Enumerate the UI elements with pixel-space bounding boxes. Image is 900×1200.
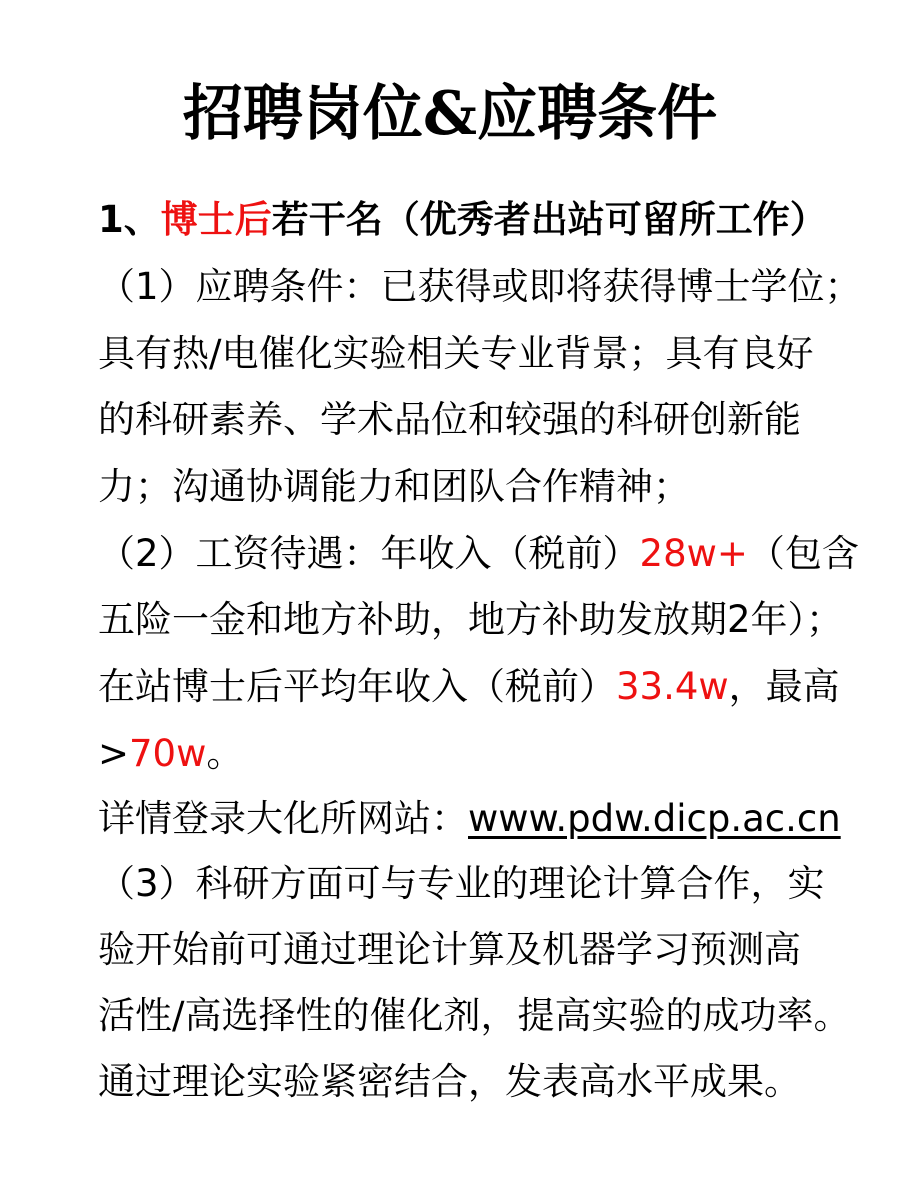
- section-heading-postdoc: [98, 198, 827, 242]
- section-index: 1、: [98, 198, 161, 241]
- website-link[interactable]: www.pdw.dicp.ac.cn: [468, 797, 841, 840]
- item2-line-average: [98, 665, 840, 709]
- item2-line-max: [98, 732, 243, 776]
- salary-note: （包含: [747, 532, 859, 575]
- position-name: 博士后: [160, 198, 272, 241]
- salary-label: （2）工资待遇：年收入（税前）: [98, 532, 640, 575]
- item3-line: （3）科研方面可与专业的理论计算合作，实: [98, 862, 825, 905]
- item2-line-salary: [98, 532, 859, 576]
- item2-line: 五险一金和地方补助，地方补助发放期2年）；: [98, 598, 844, 641]
- average-value: 33.4w: [616, 665, 729, 708]
- item1-line: （1）应聘条件：已获得或即将获得博士学位；: [98, 265, 862, 308]
- page-title: 招聘岗位&应聘条件: [182, 79, 718, 149]
- period: 。: [206, 732, 244, 775]
- salary-value: 28w+: [639, 532, 748, 575]
- details-line: [98, 797, 841, 841]
- position-count: 若干名（优秀者出站可留所工作）: [271, 198, 827, 241]
- average-label: 在站博士后平均年收入（税前）: [98, 665, 616, 708]
- details-label: 详情登录大化所网站：: [98, 797, 468, 840]
- item3-line: 验开始前可通过理论计算及机器学习预测高: [98, 928, 801, 971]
- item1-line: 具有热/电催化实验相关专业背景；具有良好: [98, 332, 814, 375]
- max-label: ，最高: [728, 665, 840, 708]
- item3-line: 活性/高选择性的催化剂，提高实验的成功率。: [98, 994, 851, 1037]
- item1-line: 力；沟通协调能力和团队合作精神；: [98, 465, 690, 508]
- item1-line: 的科研素养、学术品位和较强的科研创新能: [98, 398, 801, 441]
- item3-line: 通过理论实验紧密结合，发表高水平成果。: [98, 1060, 801, 1103]
- max-value: 70w: [129, 732, 207, 775]
- greater-than-sign: >: [98, 732, 130, 775]
